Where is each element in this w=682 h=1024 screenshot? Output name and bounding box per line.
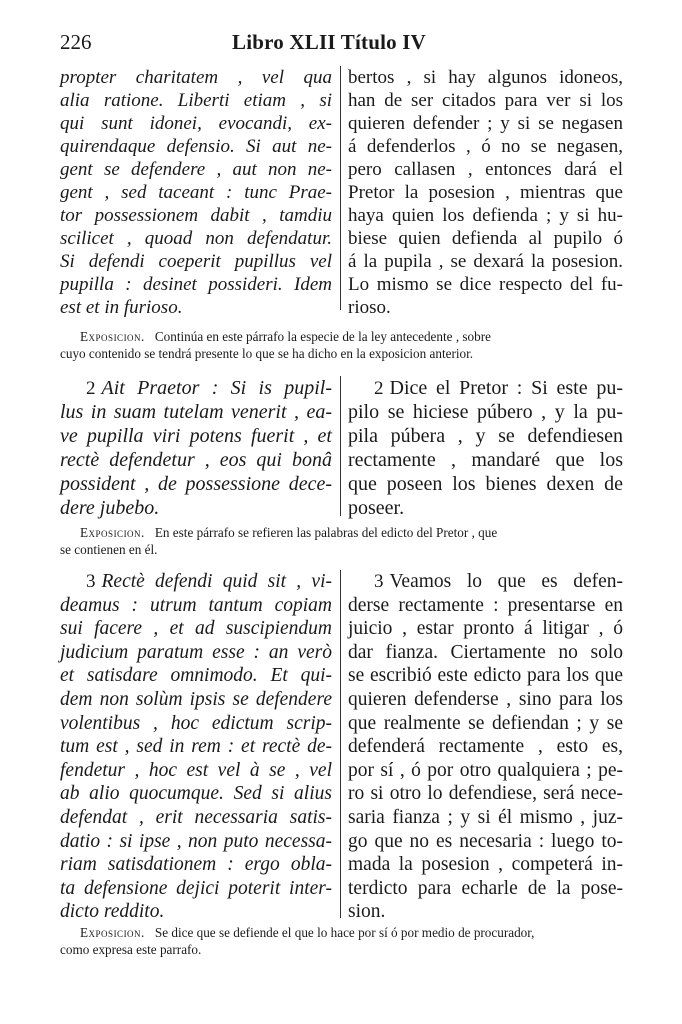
spanish-line: pero callasen , entonces dará el (348, 159, 623, 180)
exposicion-line: se contienen en él. (60, 542, 158, 557)
paragraph-number: 2 (374, 378, 384, 399)
latin-line: tor possessionem dabit , tamdiu (60, 205, 332, 226)
latin-line: judicium paratum esse : an verò (60, 641, 332, 663)
spanish-line: á la pupila , se dexará la posesion. (348, 251, 623, 272)
latin-line: deamus : utrum tantum copiam (60, 594, 332, 616)
spanish-text: Dice el Pretor : Si este pu- (389, 377, 623, 399)
running-title: Libro XLII Título IV (232, 30, 427, 54)
latin-line: et satisdare omnimodo. Et qui- (60, 665, 332, 687)
latin-line: riam satisdationem : ergo obla- (60, 854, 332, 876)
page-number: 226 (60, 30, 92, 54)
spanish-line: pila púbera , y se defendiesen (348, 425, 623, 447)
spanish-line: que poseen los bienes dexen de (348, 473, 623, 495)
paragraph-number: 2 (86, 378, 96, 399)
spanish-line: mada la posesion , competerá in- (348, 854, 623, 876)
spanish-line: Pretor la posesion , mientras que (348, 182, 623, 203)
latin-line: est et in furioso. (60, 297, 183, 318)
latin-line: ve pupilla viri potens fuerit , et (60, 425, 332, 447)
spanish-line: que realmente se defiendan ; y se (348, 712, 623, 734)
latin-column (60, 570, 332, 924)
spanish-line: bertos , si hay algunos idoneos, (348, 67, 623, 88)
spanish-line: juicio , estar pronto á litigar , ó (348, 618, 623, 640)
spanish-line: rioso. (348, 297, 391, 318)
spanish-column (348, 66, 623, 319)
latin-line (60, 376, 332, 400)
column-divider (340, 570, 341, 918)
latin-column (60, 66, 332, 319)
paragraph-number: 3 (86, 571, 96, 592)
latin-line: alia ratione. Liberti etiam , si (60, 90, 332, 111)
exposicion-label: Exposicion. (80, 329, 145, 344)
exposicion-text: En este párrafo se refieren las palabras del edicto del Pretor , que (154, 525, 498, 540)
latin-line: quirendaque defensio. Si aut ne- (60, 136, 332, 157)
latin-line: ab alio quocumque. Sed si alius (60, 783, 332, 805)
spanish-line: se escribió este edicto para los que (348, 665, 623, 687)
spanish-line: terdicto para echarle de la pose- (348, 877, 623, 899)
exposicion-label: Exposicion. (80, 925, 145, 940)
spanish-line: go que no es necesaria : luego to- (348, 830, 623, 852)
spanish-line: sion. (348, 901, 386, 923)
spanish-line: pilo se hiciese púbero , y la pu- (348, 401, 623, 423)
latin-line: fendetur , hoc est vel à se , vel (60, 759, 332, 781)
latin-line (60, 570, 332, 594)
spanish-line: á defenderlos , ó no se negasen, (348, 136, 623, 157)
spanish-line: por sí , ó por otro qualquiera ; pe- (348, 759, 623, 781)
spanish-line: derse rectamente : presentarse en (348, 594, 623, 616)
latin-line: propter charitatem , vel qua (60, 67, 332, 88)
paragraph-number: 3 (374, 571, 384, 592)
latin-line: pupilla : desinet possideri. Idem (60, 274, 332, 295)
page-header (60, 30, 620, 60)
exposicion-line (60, 328, 625, 345)
spanish-column (348, 376, 623, 520)
spanish-line: han de ser citados para ver si los (348, 90, 623, 111)
spanish-column (348, 570, 623, 924)
exposicion-line (60, 924, 625, 941)
latin-text: Rectè defendi quid sit , vi- (101, 571, 332, 592)
spanish-line: saria fianza ; y si él mismo , juz- (348, 806, 623, 828)
exposicion-note-3 (60, 924, 625, 958)
latin-column (60, 376, 332, 520)
latin-line: defendat , erit necessaria satis- (60, 806, 332, 828)
spanish-line: quieren defenderse , sino para los (348, 688, 623, 710)
latin-line: qui sunt idonei, evocandi, ex- (60, 113, 332, 134)
exposicion-note-2 (60, 524, 625, 558)
exposicion-line (60, 524, 625, 541)
spanish-line (348, 570, 623, 594)
latin-text: Ait Praetor : Si is pupil- (101, 377, 332, 399)
spanish-line: rectamente , mandaré que los (348, 449, 623, 471)
spanish-line: Lo mismo se dice respecto del fu- (348, 274, 623, 295)
exposicion-text: Se dice que se defiende el que lo hace por sí ó por medio de procurador, (154, 925, 535, 940)
spanish-line: ro si otro lo defendiese, será nece- (348, 783, 623, 805)
latin-line: Si defendi coeperit pupillus vel (60, 251, 332, 272)
latin-line: rectè defendetur , eos qui bonâ (60, 449, 332, 471)
paragraph-block-2 (60, 376, 622, 522)
exposicion-line: cuyo contenido se tendrá presente lo que se ha dicho en la exposicion anterior. (60, 346, 474, 361)
column-divider (340, 376, 341, 516)
spanish-text: Veamos lo que es defen- (389, 571, 623, 592)
spanish-line: haya quien los defienda ; y si hu- (348, 205, 623, 226)
spanish-line: poseer. (348, 497, 405, 519)
latin-line: ta defensione dejici poterit inter- (60, 877, 332, 899)
spanish-line: biese quien defienda al pupilo ó (348, 228, 623, 249)
latin-line: dicto reddito. (60, 901, 165, 923)
exposicion-line: como expresa este parrafo. (60, 942, 202, 957)
paragraph-block-3 (60, 570, 622, 926)
latin-line: gent se defendere , aut non ne- (60, 159, 332, 180)
exposicion-label: Exposicion. (80, 525, 145, 540)
exposicion-note-1 (60, 328, 625, 362)
latin-line: datio : si ipse , non puto necessa- (60, 830, 332, 852)
latin-line: scilicet , quoad non defendatur. (60, 228, 332, 249)
latin-line: sui facere , et ad suscipiendum (60, 618, 332, 640)
paragraph-block-1 (60, 66, 622, 319)
exposicion-text: Continúa en este párrafo la especie de la ley antecedente , sobre (154, 329, 491, 344)
latin-line: gent , sed taceant : tunc Prae- (60, 182, 332, 203)
latin-line: dem non solùm ipsis se defendere (60, 688, 332, 710)
latin-line: dere jubebo. (60, 497, 160, 519)
column-divider (340, 66, 341, 310)
spanish-line: defenderá rectamente , esto es, (348, 736, 623, 758)
spanish-line: quieren defender ; y si se negasen (348, 113, 623, 134)
spanish-line: dar fianza. Ciertamente no solo (348, 641, 623, 663)
latin-line: lus in suam tutelam venerit , ea- (60, 401, 332, 423)
latin-line: volentibus , hoc edictum scrip- (60, 712, 332, 734)
latin-line: possident , de possessione dece- (60, 473, 332, 495)
spanish-line (348, 376, 623, 400)
latin-line: tum est , sed in rem : et rectè de- (60, 736, 332, 758)
